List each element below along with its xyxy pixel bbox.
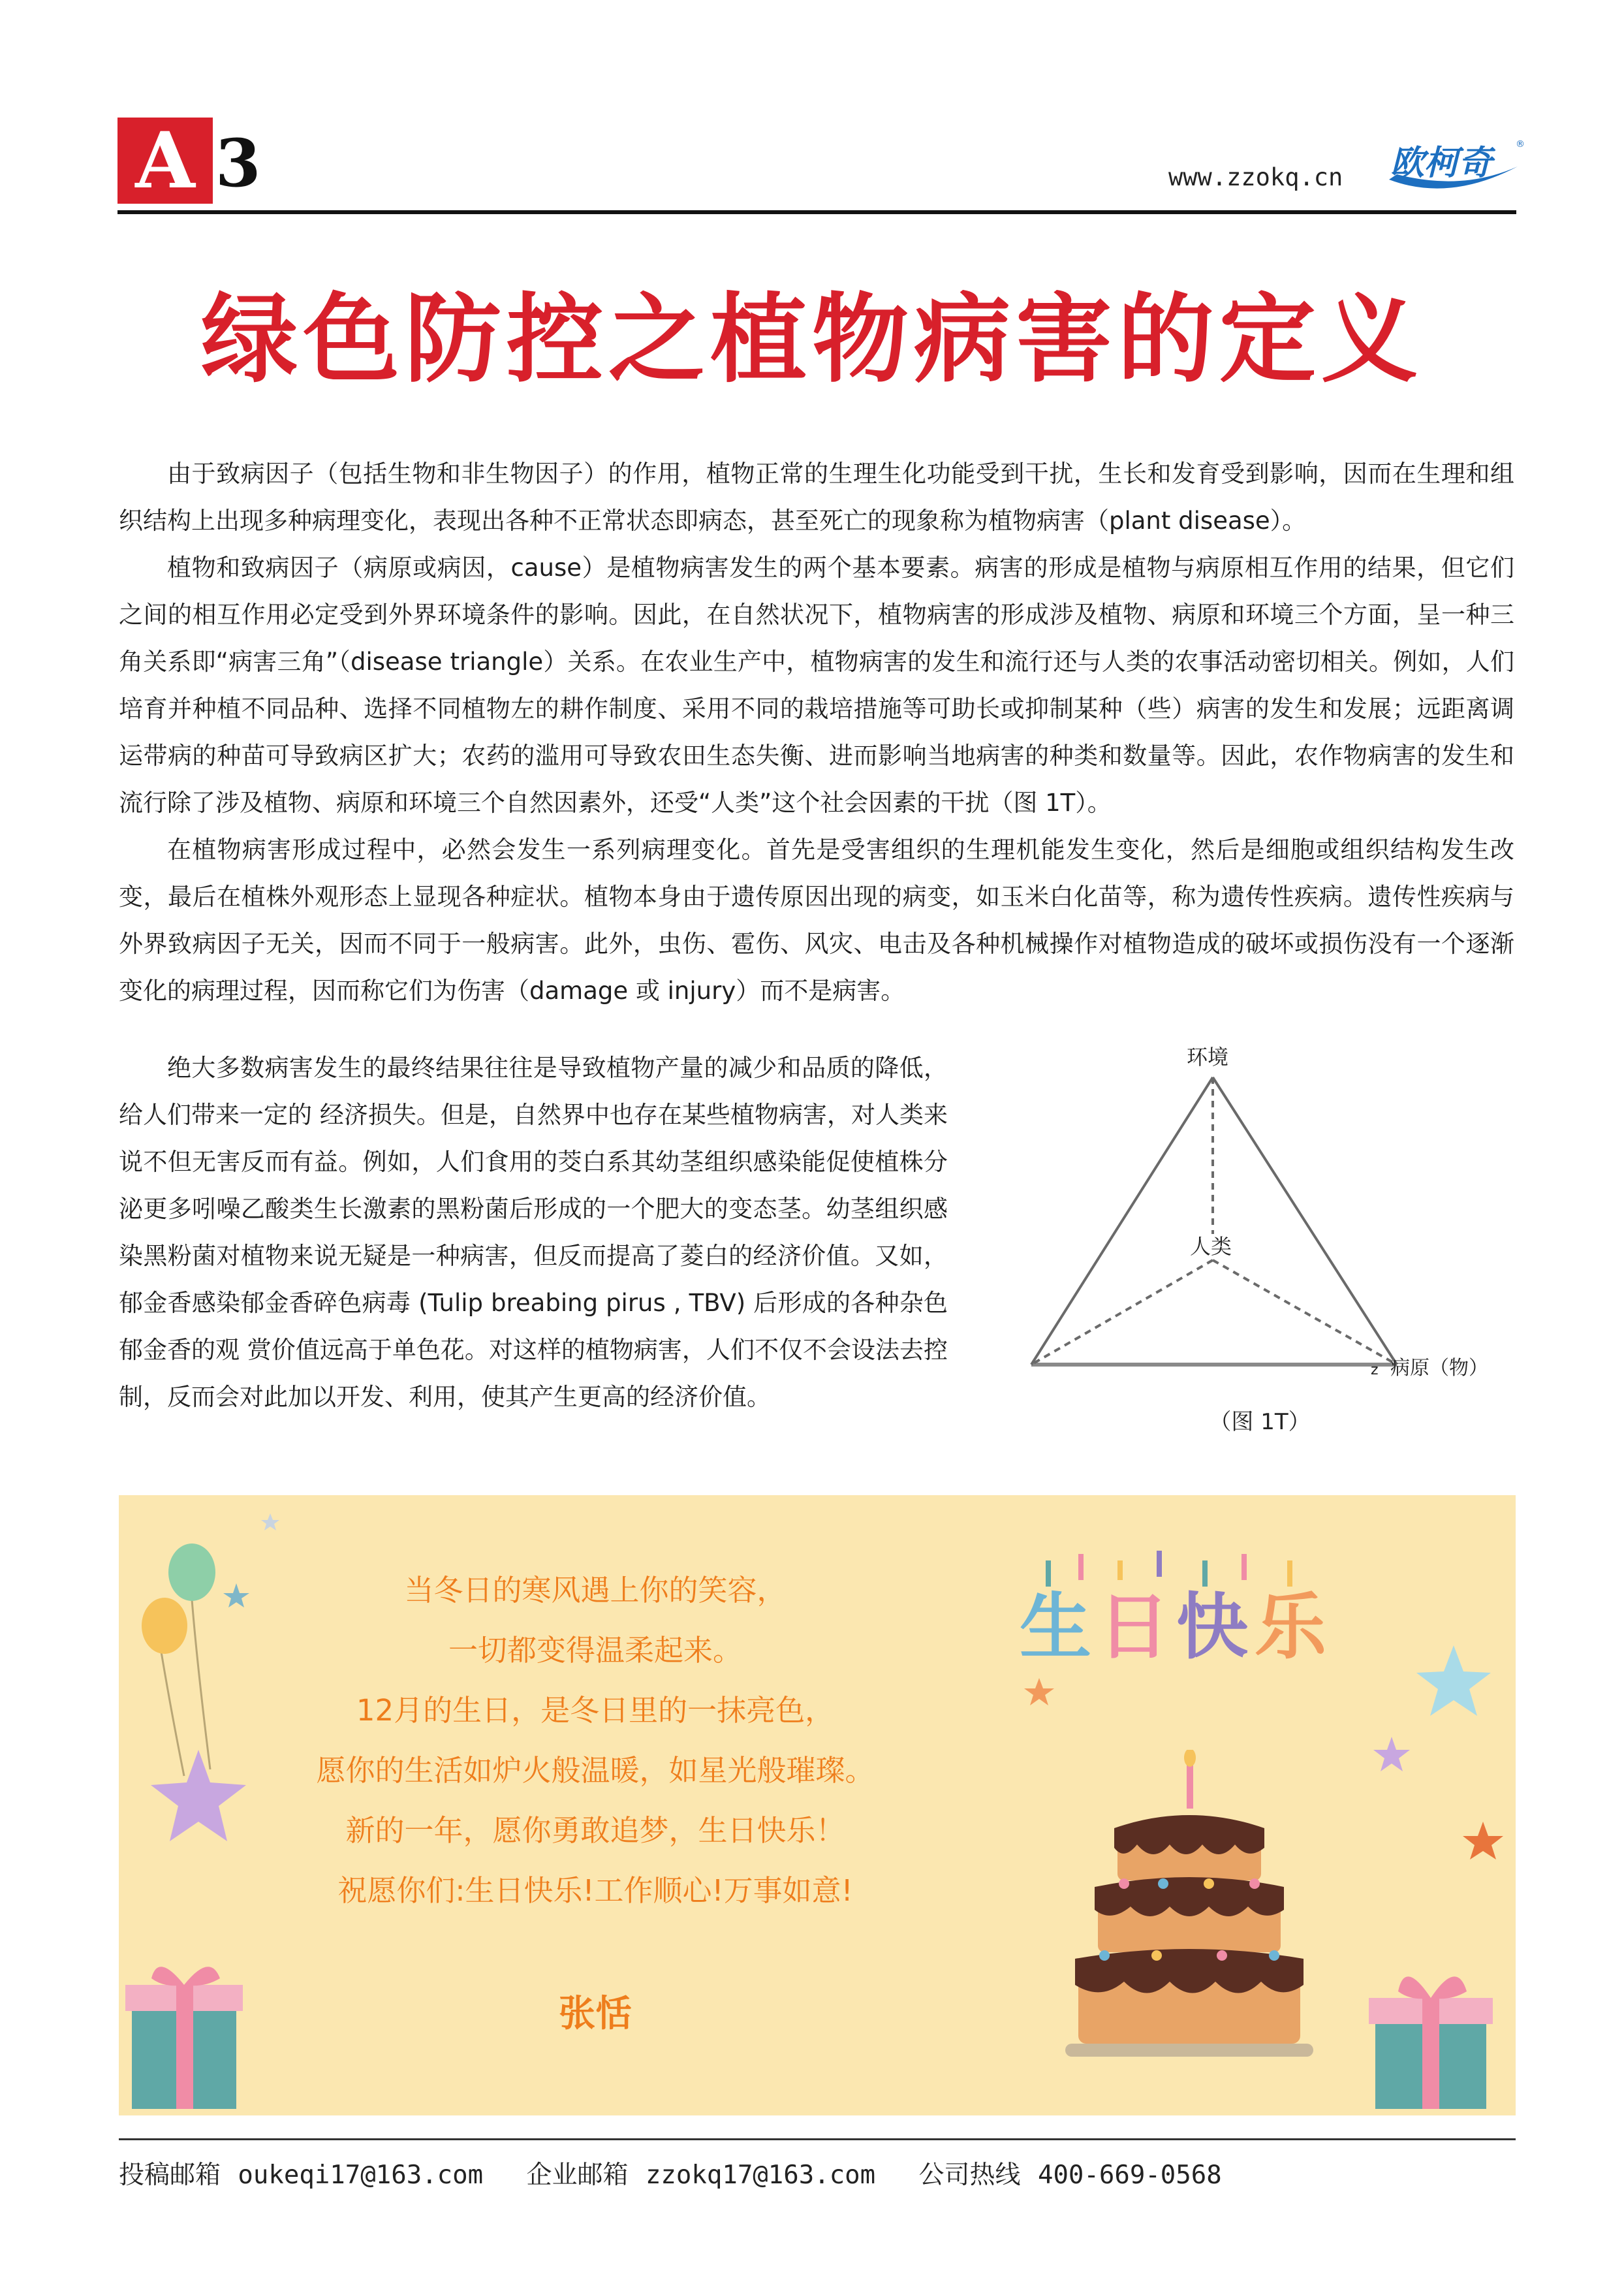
label-environment: 环境 (1187, 1045, 1229, 1069)
page-badge-letter: A (135, 115, 195, 206)
triangle-left-dash (1031, 1260, 1213, 1365)
banner-char-2: 日 (1098, 1585, 1170, 1669)
figure-caption: （图 1T） (1209, 1409, 1311, 1435)
triangle-right-dash (1213, 1260, 1397, 1365)
birthday-cake-icon (1065, 1750, 1313, 2102)
company-email-link[interactable]: zzokq17@163.com (645, 2160, 876, 2190)
candles-decoration (1046, 1551, 1292, 1587)
greeting-line: 新的一年，愿你勇敢追梦，生日快乐！ (345, 1813, 845, 1848)
triangle-left-edge (1031, 1077, 1213, 1365)
banner-char-4: 乐 (1255, 1585, 1326, 1669)
label-human: 人类 (1190, 1234, 1232, 1259)
triangle-right-edge (1213, 1077, 1397, 1365)
hotline-number[interactable]: 400-669-0568 (1037, 2160, 1222, 2190)
small-blue-star-icon (223, 1583, 249, 1607)
greeting-line: 愿你的生活如炉火般温暖，如星光般璀璨。 (316, 1753, 875, 1788)
paragraph-pathology: 在植物病害形成过程中，必然会发生一系列病理变化。首先是受害组织的生理机能发生变化，然后是细胞或组织结构发生改变，最后在植株外观形态上显现各种症状。植物本身由于遗传原因出现的病变，如玉米白化苗等，称为遗传性疾病。遗传性疾病与外界致病因子无关，因而不同于一般病害。此外，虫伤、雹伤、风灾、电击及各种机械操作对植物造成的破坏或损伤没有一个逐渐变化的病理过程，因而称它们为伤害（damage 或 injury）而不是病害。 (119, 836, 1514, 1005)
greeting-line: 12月的生日，是冬日里的一抹亮色， (356, 1693, 835, 1728)
gift-box-right-icon (1359, 1952, 1503, 2115)
paragraph-economic-loss: 绝大多数病害发生的最终结果往往是导致植物产量的减少和品质的降低，给人们带来一定的 经济损失。但是，自然界中也存在某些植物病害，对人类来说不但无害反而有益。例如，人们食用的茭白系其幼茎组织感染能促使植株分泌更多吲噪乙酸类生长激素的黑粉菌后形成的一个肥大的变态茎。幼茎组织感染黑粉菌对植物来说无疑是一种病害，但反而提高了菱白的经济价值。又如，郁金香感染郁金香碎色病毒 (Tulip breabing pirus , TBV) 后形成的各种杂色郁金香的观 赏价值远高于单色花。对这样的植物病害，人们不仅不会设法去控制，反而会对此加以开发、利用，使其产生更高的经济价值。 (119, 1054, 948, 1411)
submit-email-label: 投稿邮箱 (119, 2160, 221, 2190)
header-rule (117, 210, 1516, 214)
blue-star-icon (1416, 1645, 1491, 1716)
tiny-star-icon (261, 1513, 279, 1530)
green-balloon-icon (168, 1543, 215, 1601)
greeting-line: 当冬日的寒风遇上你的笑容， (404, 1573, 787, 1607)
purple-star-icon (151, 1750, 246, 1841)
page-badge (117, 115, 213, 206)
greeting-signature: 张恬 (559, 1993, 632, 2035)
page-number: 3 (215, 125, 261, 202)
paragraph-definition: 由于致病因子（包括生物和非生物因子）的作用，植物正常的生理生化功能受到干扰，生长和发育受到影响，因而在生理和组织结构上出现多种病理变化，表现出各种不正常状态即病态，甚至死亡的现象称为植物病害（plant disease）。 (119, 460, 1514, 535)
banner-char-1: 生 (1020, 1585, 1091, 1669)
page-title: 绿色防控之植物病害的定义 (201, 283, 1423, 396)
disease-triangle-figure (1005, 1038, 1527, 1391)
banner-char-3: 快 (1176, 1585, 1248, 1669)
orange-star-icon (1463, 1822, 1503, 1860)
yellow-balloon-icon (142, 1598, 187, 1654)
company-email-label: 企业邮箱 (526, 2160, 629, 2190)
paragraph-disease-triangle: 植物和致病因子（病原或病因，cause）是植物病害发生的两个基本要素。病害的形成是植物与病原相互作用的结果，但它们之间的相互作用必定受到外界环境条件的影响。因此，在自然状况下，植物病害的形成涉及植物、病原和环境三个方面，呈一种三角关系即“病害三角”（disease triangle）关系。在农业生产中，植物病害的发生和流行还与人类的农事活动密切相关。例如，人们培育并种植不同品种、选择不同植物左的耕作制度、采用不同的栽培措施等可助长或抑制某种（些）病害的发生和发展；远距离调运带病的种苗可导致病区扩大；农药的滥用可导致农田生态失衡、进而影响当地病害的种类和数量等。因此，农作物病害的发生和流行除了涉及植物、病原和环境三个自然因素外，还受“人类”这个社会因素的干扰（图 1T）。 (119, 554, 1514, 817)
greeting-line: 一切都变得温柔起来。 (448, 1633, 742, 1668)
footer-contacts (119, 2155, 1231, 2191)
gift-box-left-icon (119, 1952, 249, 2115)
small-orange-star-icon (1024, 1678, 1054, 1705)
small-purple-star-icon (1373, 1737, 1410, 1771)
site-url[interactable]: www.zzokq.cn (1168, 163, 1343, 191)
greeting-line: 祝愿你们:生日快乐!工作顺心!万事如意! (337, 1873, 853, 1908)
logo-registered-mark: ® (1516, 139, 1525, 150)
logo-text: 欧柯奇 (1390, 144, 1493, 183)
label-prefix: z (1371, 1362, 1379, 1378)
hotline-label: 公司热线 (918, 2160, 1021, 2190)
label-pathogen: 病原（物） (1390, 1357, 1488, 1380)
submit-email-link[interactable]: oukeqi17@163.com (238, 2160, 484, 2190)
greeting-lines (302, 1560, 889, 1921)
birthday-panel (119, 1495, 1516, 2115)
brand-logo (1377, 134, 1527, 199)
footer-rule (119, 2138, 1516, 2140)
